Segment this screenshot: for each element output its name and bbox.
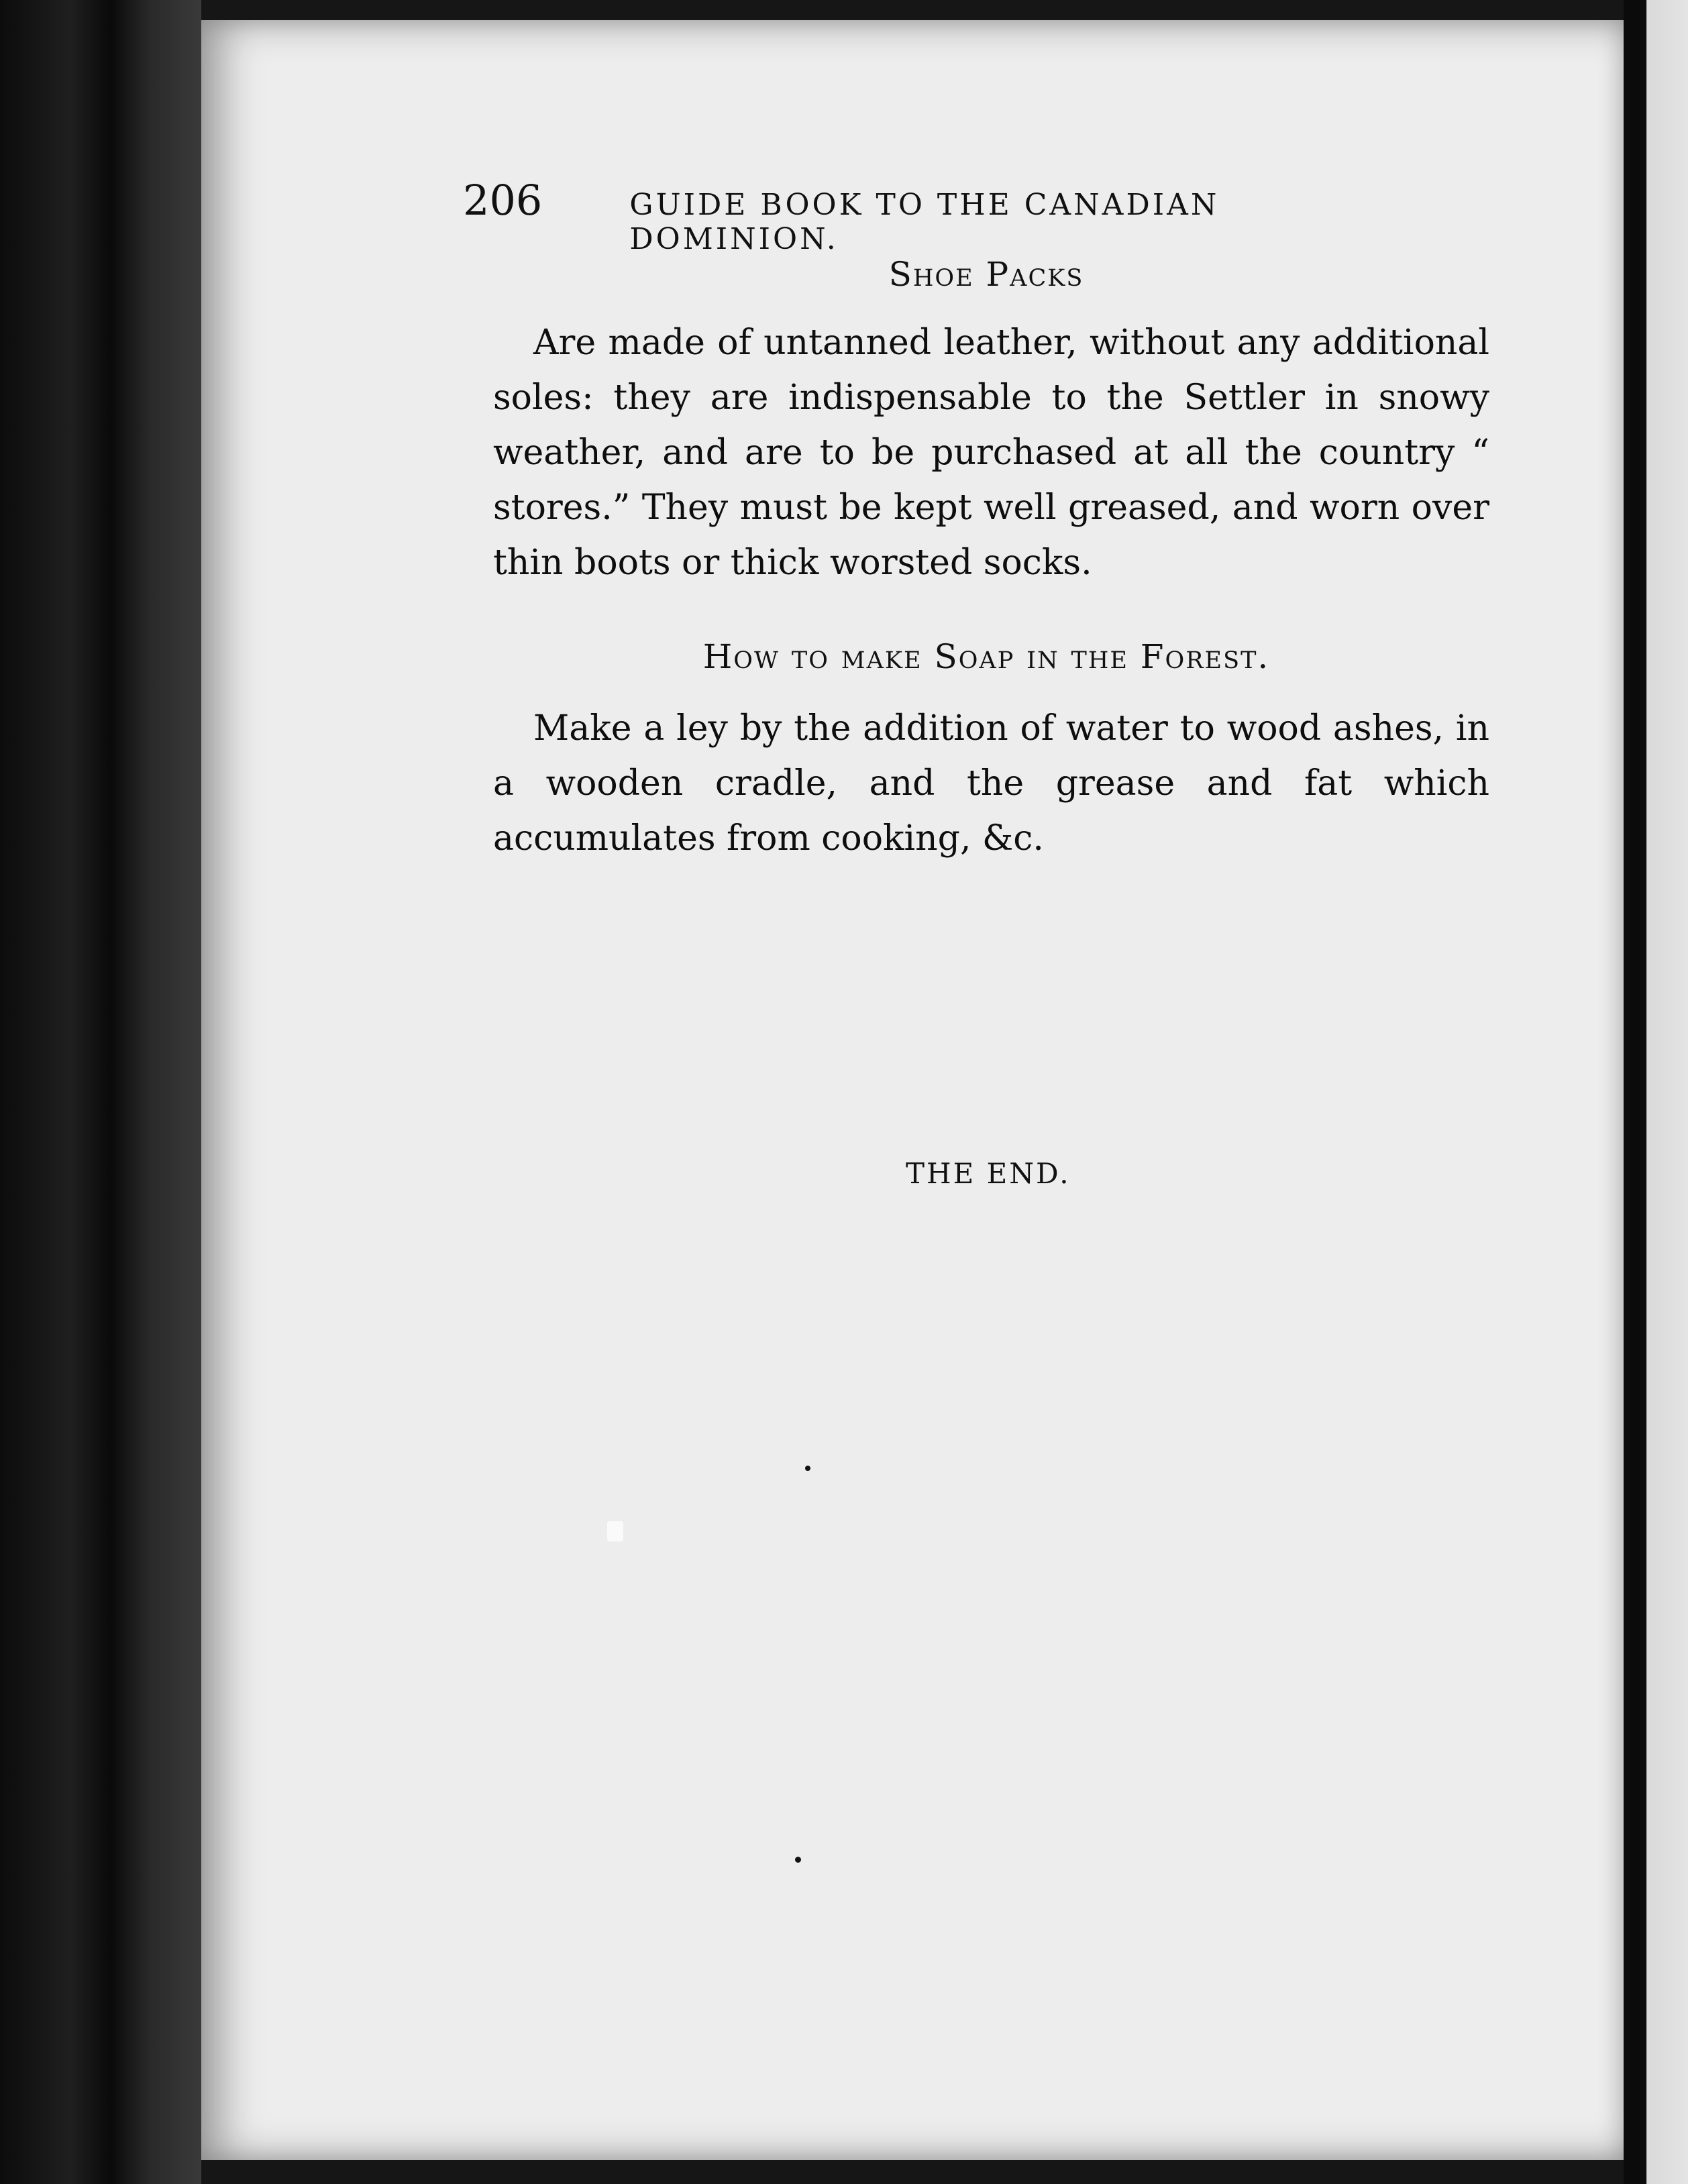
section-heading-soap: How to make Soap in the Forest. [702,637,1270,676]
next-page-edge [1624,0,1688,2184]
running-head: GUIDE BOOK TO THE CANADIAN DOMINION. [629,188,1220,256]
book-binding-edge [0,0,201,2184]
section-paragraph-soap [493,701,1489,866]
page-header [463,176,1416,256]
ink-speck [795,1857,801,1863]
paragraph-text: Make a ley by the addition of water to wood ashes, in a wooden cradle, and the grease and fat which accumulates from cooking, &c. [493,708,1489,859]
section-paragraph-shoe-packs [493,315,1489,590]
section-heading-shoe-packs: Shoe Packs [888,255,1084,294]
closing-the-end: THE END. [906,1157,1071,1190]
ink-speck [607,1521,623,1541]
paragraph-text: Are made of untanned leather, without any additional soles: they are indispensable to the Settler in snowy weather, and are to be purchased at all the country “ stores.” They must be kept well greased, and worn over thin boots or thick worsted socks. [493,323,1489,583]
ink-speck [805,1466,810,1471]
page-number: 206 [463,176,543,225]
